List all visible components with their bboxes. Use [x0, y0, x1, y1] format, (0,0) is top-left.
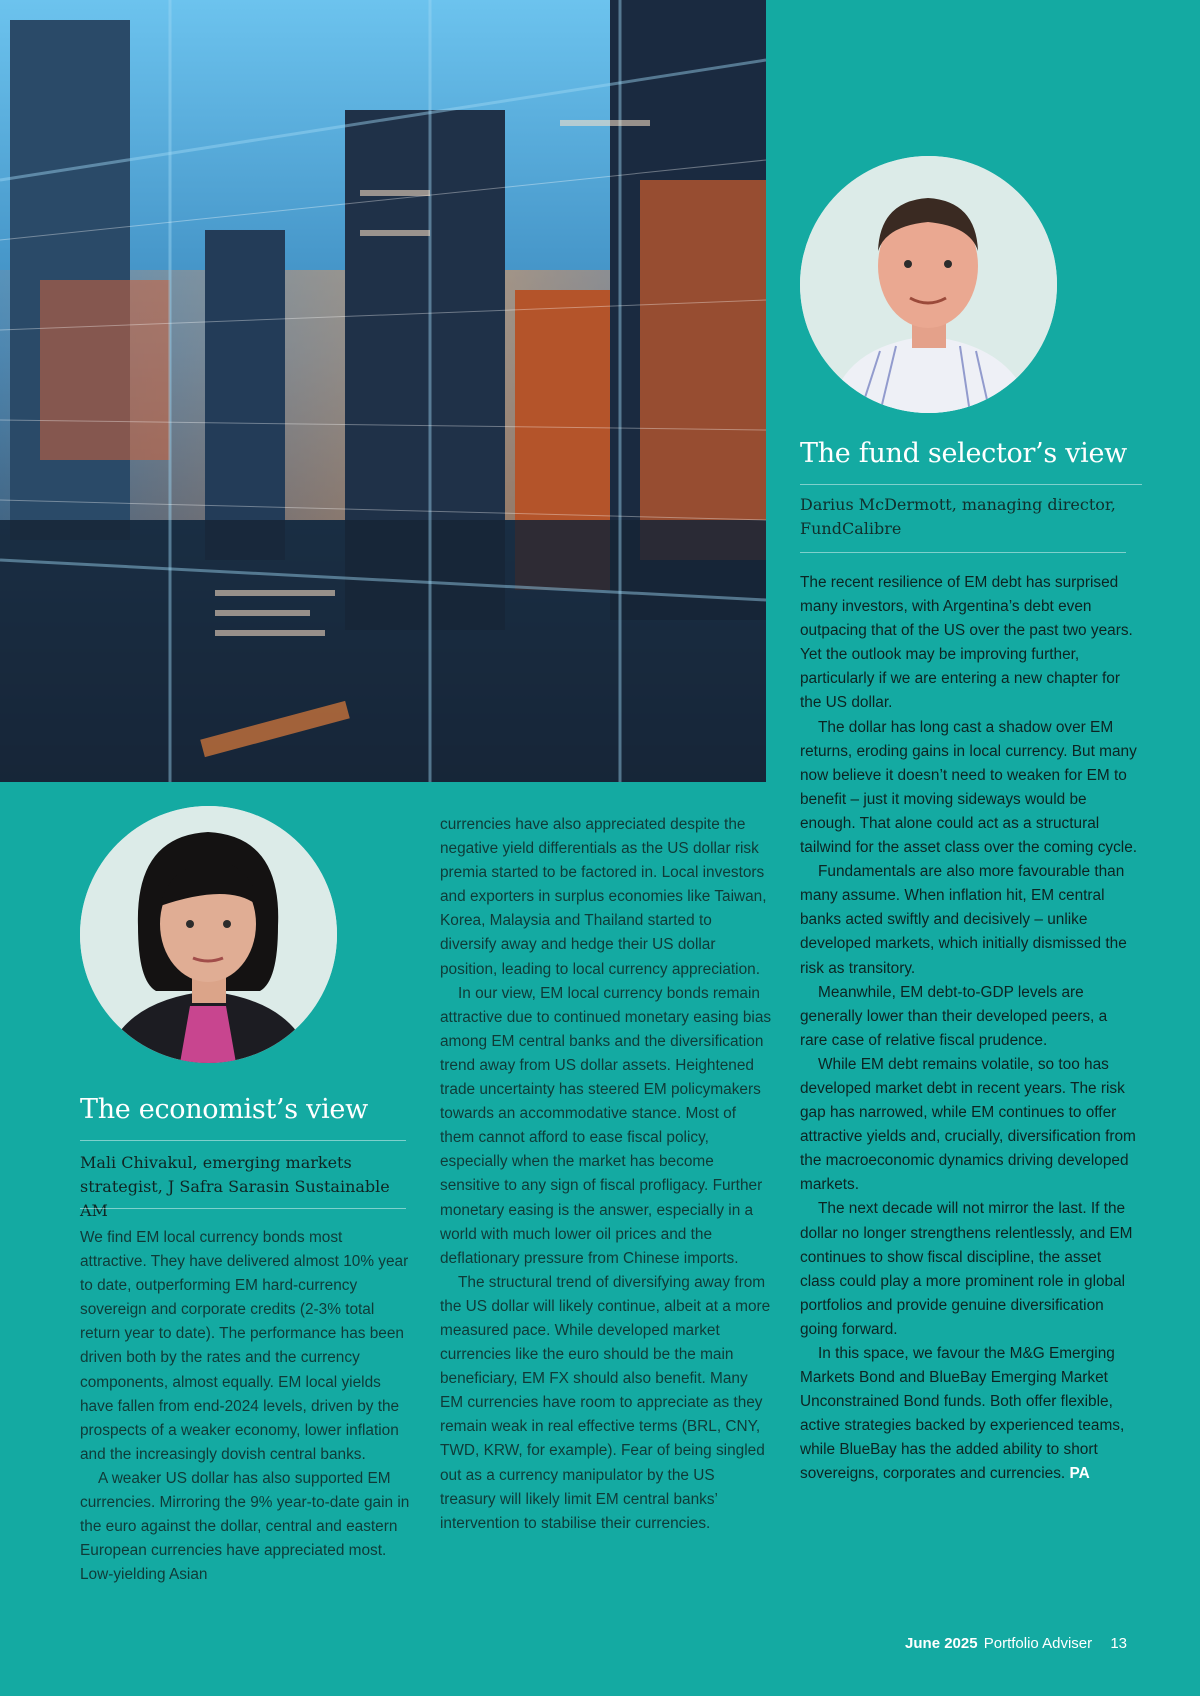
- paragraph: currencies have also appreciated despite the negative yield differentials as the US dollar risk premia started to be factored in. Local investors and exporters in surplus economies like Taiwan, Korea, Malaysia and Thailand started to diversify away and hedge their US dollar position, leading to local currency appreciation.: [440, 816, 767, 978]
- portrait-darius-mcdermott: [800, 156, 1057, 413]
- hero-city-image: [0, 0, 766, 782]
- paragraph: Fundamentals are also more favourable than many assume. When inflation hit, EM central banks acted swiftly and decisively – unlike developed markets, which initially dismissed the risk as transitory.: [800, 863, 1127, 977]
- byline-divider: [800, 552, 1126, 553]
- economist-article-body: [80, 1226, 410, 1587]
- heading-divider: [80, 1140, 406, 1141]
- paragraph-text: In this space, we favour the M&G Emerging Markets Bond and BlueBay Emerging Market Unconstrained Bond funds. Both offer flexible, active strategies backed by experienced teams, while BlueBay has the added ability to short sovereigns, corporates and currencies.: [800, 1345, 1125, 1483]
- issue-date: June 2025: [905, 1635, 978, 1652]
- paragraph: The dollar has long cast a shadow over EM returns, eroding gains in local currency. But many now believe it doesn’t need to weaken for EM to benefit – just it moving sideways would be enough. That alone could act as a structural tailwind for the asset class over the coming cycle.: [800, 718, 1138, 857]
- page-footer: [905, 1635, 1127, 1652]
- paragraph: While EM debt remains volatile, so too has developed market debt in recent years. The risk gap has narrowed, while EM continues to offer attractive yields and, crucially, diversification from the macroeconomic dynamics driving developed markets.: [800, 1055, 1136, 1194]
- publication-name: Portfolio Adviser: [983, 1635, 1093, 1652]
- paragraph: The recent resilience of EM debt has surprised many investors, with Argentina’s debt even outpacing that of the US over the past two years. Yet the outlook may be improving further, particularly if we are entering a new chapter for the US dollar.: [800, 574, 1133, 712]
- page-number: 13: [1110, 1635, 1127, 1652]
- byline-divider: [80, 1208, 406, 1209]
- paragraph: We find EM local currency bonds most attractive. They have delivered almost 10% year to date, outperforming EM hard-currency sovereign and corporate credits (2-3% total return year to date). The performance has been driven both by the rates and the currency components, almost equally. EM local yields have fallen from end-2024 levels, driven by the prospects of a weaker economy, lower inflation and the increasingly dovish central banks.: [80, 1229, 409, 1463]
- paragraph: Meanwhile, EM debt-to-GDP levels are generally lower than their developed peers, a rare case of relative fiscal prudence.: [800, 983, 1108, 1049]
- paragraph: A weaker US dollar has also supported EM currencies. Mirroring the 9% year-to-date gain in the euro against the dollar, central and eastern European currencies have appreciated most. Low-yielding Asian: [80, 1469, 410, 1584]
- paragraph-final: [800, 1342, 1138, 1487]
- fund-selector-byline: Darius McDermott, managing director, FundCalibre: [800, 495, 1116, 538]
- economist-heading: The economist’s view: [80, 1094, 368, 1125]
- economist-byline: Mali Chivakul, emerging markets strategist, J Safra Sarasin Sustainable AM: [80, 1153, 390, 1220]
- heading-divider: [800, 484, 1142, 485]
- city-skyline-illustration: [0, 0, 766, 782]
- portrait-mali-chivakul: [80, 806, 337, 1063]
- fund-selector-article-body: [800, 571, 1138, 1487]
- paragraph: In our view, EM local currency bonds remain attractive due to continued monetary easing bias among EM central banks and the diversification trend away from US dollar assets. Heightened trade uncertainty has steered EM policymakers towards an accommodative stance. Most of them cannot afford to ease fiscal policy, especially when the market has become sensitive to any sign of fiscal profligacy. Further monetary easing is the answer, especially in a world with much lower oil prices and the deflationary pressure from Chinese imports.: [440, 984, 772, 1267]
- end-mark: PA: [1069, 1465, 1090, 1483]
- economist-article-continued: [440, 813, 772, 1536]
- paragraph: The structural trend of diversifying away from the US dollar will likely continue, albeit at a more measured pace. While developed market currencies like the euro should be the main beneficiary, EM FX should also benefit. Many EM currencies have room to appreciate as they remain weak in real effective terms (BRL, CNY, TWD, KRW, for example). Fear of being singled out as a currency manipulator by the US treasury will likely limit EM central banks’ intervention to stabilise their currencies.: [440, 1273, 771, 1532]
- paragraph: The next decade will not mirror the last. If the dollar no longer strengthens relentlessly, and EM continues to show fiscal discipline, the asset class could play a more prominent role in global portfolios and provide genuine diversification going forward.: [800, 1200, 1133, 1338]
- fund-selector-heading: The fund selector’s view: [800, 438, 1127, 469]
- man-portrait-illustration: [800, 156, 1057, 413]
- woman-portrait-illustration: [80, 806, 337, 1063]
